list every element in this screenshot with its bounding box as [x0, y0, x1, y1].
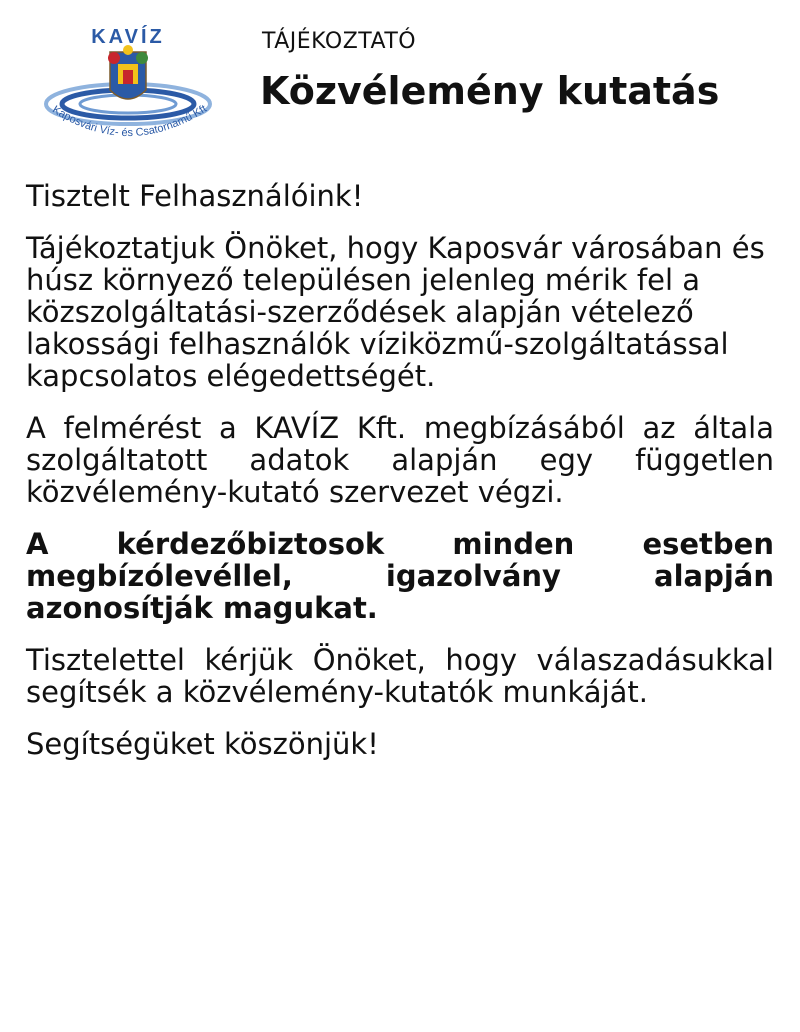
document-title: Közvélemény kutatás — [260, 69, 720, 113]
paragraph-3: A kérdezőbiztosok minden esetben megbízólevéllel, igazolvány alapján azonosítják magukat. — [26, 527, 774, 625]
kaviz-logo — [30, 22, 230, 152]
closing: Segítségüket köszönjük! — [26, 727, 379, 761]
document-header — [0, 0, 800, 165]
greeting: Tisztelt Felhasználóink! — [26, 179, 364, 213]
logo-subtitle: Kaposvári Víz- és Csatornamű Kft — [50, 102, 209, 140]
paragraph-2: A felmérést a KAVÍZ Kft. megbízásából az általa szolgáltatott adatok alapján egy független közvélemény-kutató szervezet végzi. — [26, 411, 774, 509]
paragraph-1: Tájékoztatjuk Önöket, hogy Kaposvár városában és húsz környező településen jelenleg mérik fel a közszolgáltatási-szerződések alapján vételező lakossági felhasználók víziközmű-szolgáltatással kapcsolatos elégedettségét. — [26, 231, 765, 393]
logo-wordmark: KAVÍZ — [91, 26, 165, 48]
document-kicker: TÁJÉKOZTATÓ — [262, 29, 417, 54]
document-body — [26, 180, 774, 780]
paragraph-4: Tisztelettel kérjük Önöket, hogy válaszadásukkal segítsék a közvélemény-kutatók munkáját. — [26, 643, 774, 709]
